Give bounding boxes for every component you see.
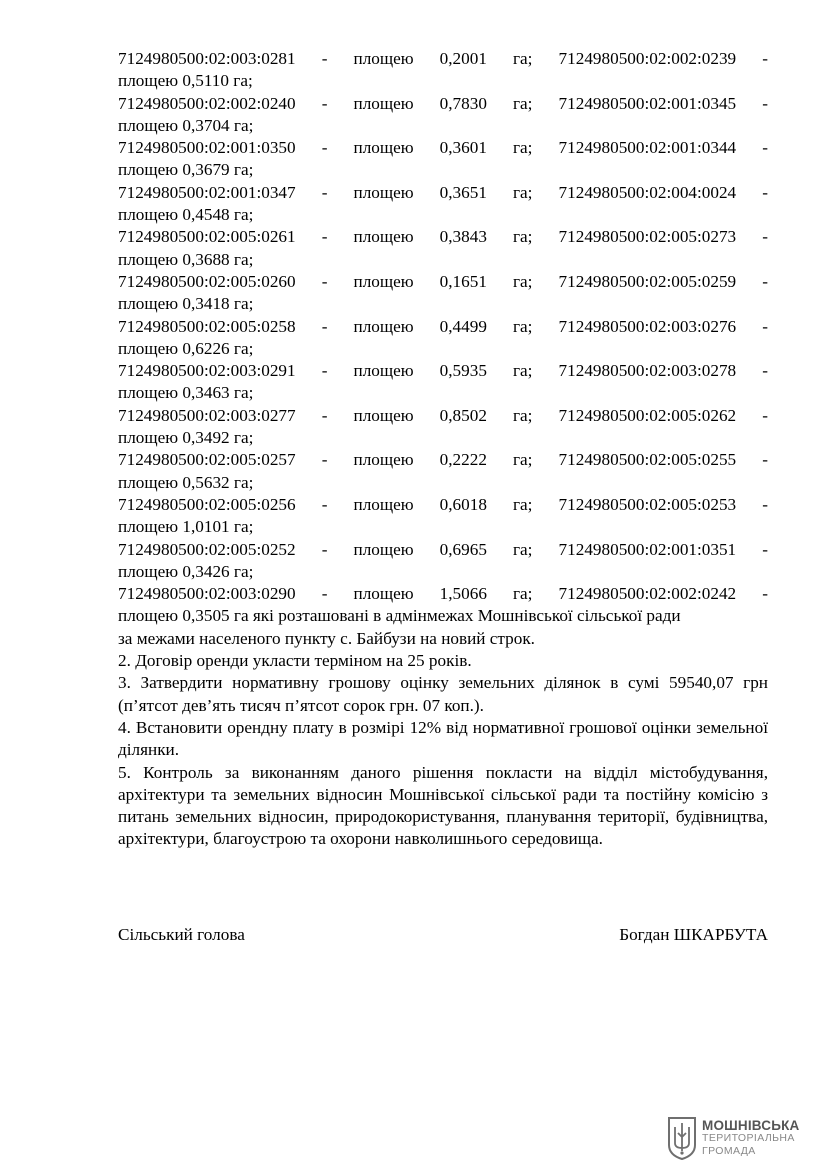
parcel-line	[118, 48, 768, 70]
parcel-area: 0,2222	[439, 450, 487, 470]
parcel-number: 7124980500:02:005:0261	[118, 227, 296, 247]
area-word: площею	[353, 138, 414, 158]
parcel-number: 7124980500:02:001:0344	[558, 138, 737, 158]
ha-unit: га;	[513, 539, 533, 559]
parcel-area: 0,3601	[439, 138, 487, 158]
dash: -	[321, 450, 328, 470]
parcel-area: 0,3651	[439, 182, 487, 202]
parcel-number: 7124980500:02:005:0255	[558, 450, 737, 470]
parcel-area-line: площею 0,3688 га;	[118, 249, 254, 269]
logo-title: МОШНІВСЬКА	[702, 1117, 800, 1133]
parcel-number: 7124980500:02:002:0239	[558, 49, 737, 68]
parcel-line	[118, 182, 768, 204]
parcel-area-line: площею 0,3704 га;	[118, 115, 254, 135]
ha-unit: га;	[513, 316, 533, 336]
signatory-position: Сільський голова	[118, 925, 245, 944]
document-body	[118, 48, 768, 851]
parcel-line	[118, 494, 768, 516]
dash: -	[321, 494, 328, 514]
parcel-list-ending: за межами населеного пункту с. Байбузи на новий строк.	[118, 628, 535, 648]
parcel-line	[118, 316, 768, 338]
parcel-area: 0,1651	[439, 271, 487, 291]
parcel-area: 0,6965	[439, 539, 487, 559]
parcel-number: 7124980500:02:004:0024	[558, 182, 737, 202]
logo-subtitle-1: ТЕРИТОРІАЛЬНА	[702, 1131, 795, 1144]
ha-unit: га;	[513, 271, 533, 291]
parcel-number: 7124980500:02:005:0273	[558, 227, 737, 247]
parcel-number: 7124980500:02:001:0347	[118, 182, 296, 202]
dash: -	[321, 539, 328, 559]
parcel-area-line: площею 1,0101 га;	[118, 517, 254, 537]
parcel-area-line: площею 0,6226 га;	[118, 338, 254, 358]
parcel-area-line: площею 0,3492 га;	[118, 428, 254, 448]
signatory-name: Богдан ШКАРБУТА	[619, 925, 768, 944]
parcel-line	[118, 539, 768, 561]
parcel-number: 7124980500:02:003:0290	[118, 584, 296, 604]
ha-unit: га;	[513, 49, 533, 68]
area-word: площею	[353, 93, 414, 113]
decision-item-3: 3. Затвердити нормативну грошову оцінку земельних ділянок в сумі 59540,07 грн (п’ятсот дев’ять тисяч п’ятсот сорок грн. 07 коп.).	[118, 673, 768, 715]
dash: -	[762, 182, 768, 202]
dash: -	[762, 93, 768, 113]
dash: -	[762, 494, 768, 514]
dash: -	[321, 316, 328, 336]
dash: -	[762, 361, 768, 381]
dash: -	[762, 539, 768, 559]
parcel-area-line: площею 0,3505 га які розташовані в адмінмежах Мошнівської сільської ради	[118, 606, 681, 626]
dash: -	[321, 93, 328, 113]
area-word: площею	[353, 539, 414, 559]
ha-unit: га;	[513, 494, 533, 514]
parcel-number: 7124980500:02:005:0253	[558, 494, 737, 514]
trident-icon	[666, 1115, 698, 1161]
parcel-number: 7124980500:02:003:0281	[118, 49, 296, 68]
dash: -	[321, 271, 328, 291]
parcel-number: 7124980500:02:003:0277	[118, 405, 296, 425]
parcel-number: 7124980500:02:001:0345	[558, 93, 737, 113]
parcel-area-line: площею 0,4548 га;	[118, 205, 254, 225]
parcel-line	[118, 583, 768, 605]
parcel-number: 7124980500:02:005:0259	[558, 271, 737, 291]
dash: -	[762, 227, 768, 247]
parcel-number: 7124980500:02:005:0252	[118, 539, 296, 559]
parcel-number: 7124980500:02:005:0257	[118, 450, 296, 470]
area-word: площею	[353, 450, 414, 470]
ha-unit: га;	[513, 361, 533, 381]
dash: -	[762, 271, 768, 291]
parcel-line	[118, 449, 768, 471]
dash: -	[321, 405, 328, 425]
area-word: площею	[353, 405, 414, 425]
parcel-line	[118, 360, 768, 382]
area-word: площею	[353, 49, 414, 68]
decision-items	[118, 650, 768, 851]
dash: -	[321, 138, 328, 158]
parcel-area: 0,4499	[439, 316, 487, 336]
parcel-number: 7124980500:02:001:0351	[558, 539, 737, 559]
parcel-line	[118, 271, 768, 293]
dash: -	[321, 584, 328, 604]
parcel-area: 0,2001	[439, 49, 487, 68]
ha-unit: га;	[513, 93, 533, 113]
dash: -	[762, 316, 768, 336]
parcel-number: 7124980500:02:002:0242	[558, 584, 737, 604]
ha-unit: га;	[513, 182, 533, 202]
area-word: площею	[353, 182, 414, 202]
parcel-number: 7124980500:02:003:0291	[118, 361, 296, 381]
parcel-area: 0,8502	[439, 405, 487, 425]
parcel-line	[118, 93, 768, 115]
dash: -	[321, 182, 328, 202]
logo-subtitle-2: ГРОМАДА	[702, 1144, 756, 1157]
ha-unit: га;	[513, 584, 533, 604]
area-word: площею	[353, 361, 414, 381]
ha-unit: га;	[513, 227, 533, 247]
dash: -	[762, 584, 768, 604]
parcel-number: 7124980500:02:005:0256	[118, 494, 296, 514]
dash: -	[762, 49, 768, 68]
area-word: площею	[353, 316, 414, 336]
parcel-area: 0,5935	[439, 361, 487, 381]
parcel-number: 7124980500:02:003:0276	[558, 316, 737, 336]
dash: -	[762, 138, 768, 158]
parcel-number: 7124980500:02:005:0262	[558, 405, 737, 425]
parcel-area: 1,5066	[439, 584, 487, 604]
area-word: площею	[353, 494, 414, 514]
parcel-area-line: площею 0,3463 га;	[118, 383, 254, 403]
parcel-number: 7124980500:02:002:0240	[118, 93, 296, 113]
parcel-area-line: площею 0,3679 га;	[118, 160, 254, 180]
dash: -	[321, 49, 328, 68]
ha-unit: га;	[513, 450, 533, 470]
dash: -	[762, 405, 768, 425]
community-logo	[666, 1114, 816, 1162]
parcel-line	[118, 226, 768, 248]
parcel-area: 0,3843	[439, 227, 487, 247]
parcel-number: 7124980500:02:005:0260	[118, 271, 296, 291]
parcel-line	[118, 405, 768, 427]
parcel-area: 0,7830	[439, 93, 487, 113]
decision-item-2: 2. Договір оренди укласти терміном на 25 років.	[118, 651, 472, 671]
parcel-list	[118, 48, 768, 628]
parcel-area: 0,6018	[439, 494, 487, 514]
area-word: площею	[353, 584, 414, 604]
parcel-number: 7124980500:02:001:0350	[118, 138, 296, 158]
dash: -	[321, 361, 328, 381]
dash: -	[321, 227, 328, 247]
parcel-number: 7124980500:02:003:0278	[558, 361, 737, 381]
decision-item-4: 4. Встановити орендну плату в розмірі 12% від нормативної грошової оцінки земельної ділянки.	[118, 717, 768, 760]
parcel-number: 7124980500:02:005:0258	[118, 316, 296, 336]
decision-item-5: 5. Контроль за виконанням даного рішення покласти на відділ містобудування, архітектури та земельних відносин Мошнівської сільської ради та постійну комісію з питань земельних відносин, природокористування, планування території, будівництва, архітектури, благоустрою та охорони навколишнього середовища.	[118, 762, 768, 849]
area-word: площею	[353, 271, 414, 291]
parcel-area-line: площею 0,3418 га;	[118, 294, 254, 314]
parcel-area-line: площею 0,3426 га;	[118, 561, 254, 581]
area-word: площею	[353, 227, 414, 247]
parcel-line	[118, 137, 768, 159]
signature-block	[118, 924, 768, 946]
dash: -	[762, 450, 768, 470]
ha-unit: га;	[513, 405, 533, 425]
parcel-area-line: площею 0,5110 га;	[118, 71, 253, 91]
parcel-area-line: площею 0,5632 га;	[118, 472, 254, 492]
ha-unit: га;	[513, 138, 533, 158]
